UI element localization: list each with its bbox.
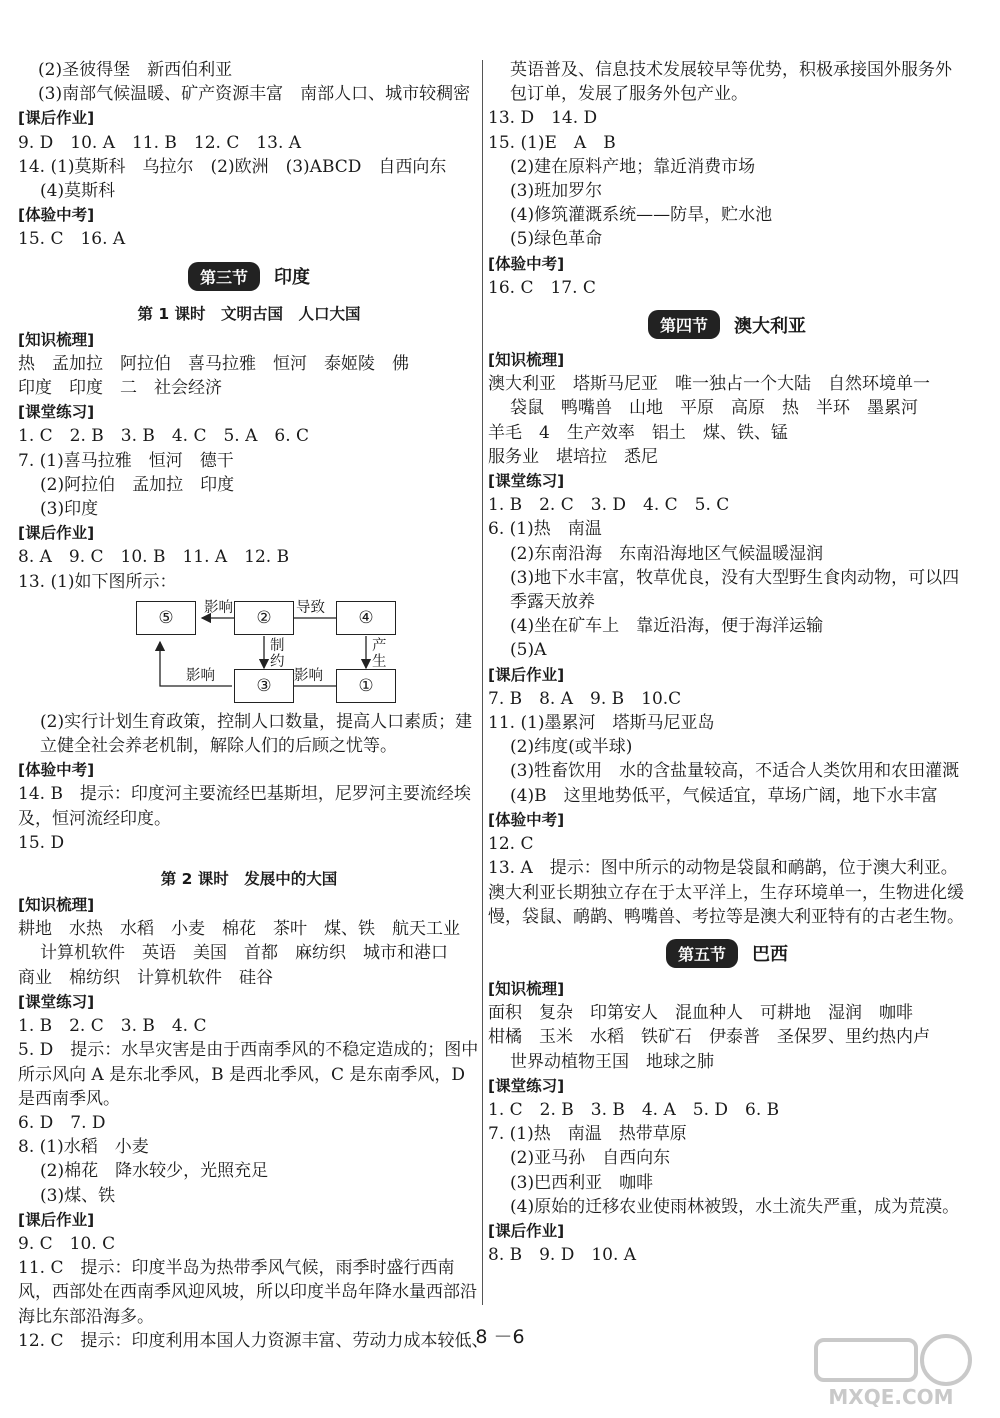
section-tag: [知识梳理]	[18, 330, 95, 349]
lesson-title: 第 2 课时 发展中的大国	[160, 870, 338, 889]
answer-line: (4)坐在矿车上 靠近沿海，便于海洋运输	[510, 616, 824, 637]
answer-paragraph: 14. B 提示：印度河主要流经巴基斯坦，尼罗河主要流经埃及，恒河流经印度。	[18, 784, 471, 829]
answer-line: 15. (1)E A B	[488, 132, 616, 153]
answer-line: 7. (1)热 南温 热带草原	[488, 1124, 687, 1145]
section-title: 印度	[274, 267, 310, 289]
section-tag: [课后作业]	[488, 665, 565, 684]
section-tag: [体验中考]	[488, 810, 565, 829]
section-title: 澳大利亚	[734, 315, 806, 337]
answer-line: (2)东南沿海 东南沿海地区气候温暖湿润	[510, 543, 824, 564]
answer-line: 6. (1)热 南温	[488, 519, 602, 540]
section-badge: 第四节	[648, 310, 720, 339]
answer-line: 热 孟加拉 阿拉伯 喜马拉雅 恒河 泰姬陵 佛	[18, 353, 409, 374]
section-tag: [知识梳理]	[18, 896, 95, 915]
answer-line: 印度 印度 二 社会经济	[18, 378, 222, 399]
answer-paragraph: (3)牲畜饮用 水的含盐量较高，不适合人类饮用和农田灌溉	[510, 761, 960, 782]
answer-line: (2)棉花 降水较少，光照充足	[40, 1161, 269, 1182]
diagram-label: 影响	[294, 667, 323, 684]
answer-paragraph: (3)地下水丰富，牧草优良，没有大型野生食肉动物，可以四季露天放养	[510, 567, 960, 613]
answer-line: 16. C 17. C	[488, 277, 596, 298]
answer-line: 9. D 10. A 11. B 12. C 13. A	[18, 132, 302, 153]
lesson-title: 第 1 课时 文明古国 人口大国	[137, 304, 361, 323]
answer-line: (2)圣彼得堡 新西伯利亚	[38, 60, 233, 80]
answer-line: 7. B 8. A 9. B 10.C	[488, 688, 682, 709]
diagram-box-1: ①	[336, 669, 396, 703]
answer-paragraph: 5. D 提示：水旱灾害是由于西南季风的不稳定造成的；图中所示风向 A 是东北季风，B 是西北季风，C 是东南季风，D 是西南季风。	[18, 1040, 479, 1109]
answer-line: 面积 复杂 印第安人 混血种人 可耕地 湿润 咖啡	[488, 1003, 913, 1024]
section-tag: [课后作业]	[488, 1221, 565, 1240]
answer-line: (4)莫斯科	[40, 181, 116, 202]
answer-line: 14. (1)莫斯科 乌拉尔 (2)欧洲 (3)ABCD 自西向东	[18, 156, 447, 177]
answer-line: 1. B 2. C 3. B 4. C	[18, 1016, 207, 1037]
diagram-label: 产生	[372, 637, 387, 670]
section-tag: [知识梳理]	[488, 351, 565, 370]
answer-paragraph: 13. A 提示：图中所示的动物是袋鼠和鸸鹋，位于澳大利亚。澳大利亚长期独立存在于太平洋上，生存环境单一，生物进化缓慢，袋鼠、鸸鹋、鸭嘴兽、考拉等是澳大利亚特有的古老生物。	[488, 858, 964, 927]
diagram-box-3: ③	[234, 669, 294, 703]
answer-line: 商业 棉纺织 计算机软件 硅谷	[18, 967, 273, 988]
answer-line: 12. C	[488, 834, 534, 855]
answer-line: 袋鼠 鸭嘴兽 山地 平原 高原 热 半环 墨累河	[510, 398, 918, 419]
answer-line: (5)绿色革命	[510, 229, 603, 250]
answer-line: 8. (1)水稻 小麦	[18, 1137, 149, 1158]
answer-line: (3)班加罗尔	[510, 181, 603, 202]
answer-line: (4)原始的迁移农业使雨林被毁，水土流失严重，成为荒漠。	[510, 1196, 960, 1217]
section-tag: [体验中考]	[488, 254, 565, 273]
answer-line: (5)A	[510, 640, 547, 661]
answer-line: (3)印度	[40, 499, 99, 520]
answer-line: (3)巴西利亚 咖啡	[510, 1172, 654, 1193]
population-flow-diagram	[18, 598, 458, 708]
answer-line: 1. C 2. B 3. B 4. C 5. A 6. C	[18, 426, 310, 447]
answer-line: (2)纬度(或半球)	[510, 737, 633, 758]
section-tag: [课后作业]	[18, 1210, 95, 1229]
answer-line: 13. D 14. D	[488, 108, 598, 129]
section-tag: [体验中考]	[18, 761, 95, 780]
answer-line: 15. D	[18, 832, 65, 853]
section-tag: [体验中考]	[18, 206, 95, 225]
answer-line: 9. C 10. C	[18, 1233, 116, 1254]
section-tag: [知识梳理]	[488, 979, 565, 998]
answer-paragraph: 英语普及、信息技术发展较早等优势，积极承接国外服务外包订单，发展了服务外包产业。	[510, 60, 952, 105]
diagram-label: 制约	[270, 637, 285, 670]
diagram-label: 影响	[204, 599, 233, 616]
left-column	[18, 58, 489, 1353]
diagram-label: 导致	[296, 599, 325, 616]
answer-line: 世界动植物王国 地球之肺	[510, 1051, 714, 1072]
answer-line: 羊毛 4 生产效率 铝土 煤、铁、锰	[488, 422, 788, 443]
answer-line: 11. (1)墨累河 塔斯马尼亚岛	[488, 713, 715, 734]
answer-line: (3)南部气候温暖、矿产资源丰富 南部人口、城市较稠密	[38, 84, 471, 105]
section-tag: [课堂练习]	[488, 1076, 565, 1095]
section-tag: [课堂练习]	[18, 992, 95, 1011]
section-tag: [课堂练习]	[488, 472, 565, 491]
watermark-logo	[796, 1330, 986, 1410]
section-heading	[488, 310, 966, 340]
diagram-box-4: ④	[336, 601, 396, 635]
section-heading	[18, 262, 480, 292]
answer-line: 7. (1)喜马拉雅 恒河 德干	[18, 450, 234, 471]
section-badge: 第五节	[666, 939, 738, 968]
section-heading	[488, 939, 966, 969]
answer-line: (4)B 这里地势低平，气候适宜，草场广阔，地下水丰富	[510, 785, 938, 806]
answer-paragraph: 11. C 提示：印度半岛为热带季风气候，雨季时盛行西南风，西部处在西南季风迎风坡，所以印度半岛年降水量西部沿海比东部沿海多。	[18, 1258, 477, 1327]
answer-line: 1. B 2. C 3. D 4. C 5. C	[488, 495, 730, 516]
section-title: 巴西	[752, 944, 788, 966]
answer-line: (2)建在原料产地；靠近消费市场	[510, 156, 756, 177]
answer-line: 柑橘 玉米 水稻 铁矿石 伊泰普 圣保罗、里约热内卢	[488, 1027, 930, 1048]
answer-line: (3)煤、铁	[40, 1185, 116, 1206]
diagram-box-2: ②	[234, 601, 294, 635]
answer-line: 计算机软件 英语 美国 首都 麻纺织 城市和港口	[40, 943, 448, 964]
answer-line: 12. C 提示：印度利用本国人力资源丰富、劳动力成本较低、	[18, 1330, 489, 1351]
answer-line: 服务业 堪培拉 悉尼	[488, 446, 658, 467]
answer-paragraph: (2)实行计划生育政策，控制人口数量，提高人口素质；建立健全社会养老机制，解除人们的后顾之忧等。	[40, 711, 473, 757]
page-number: 8 －6	[475, 1326, 525, 1348]
answer-line: 8. A 9. C 10. B 11. A 12. B	[18, 547, 290, 568]
section-tag: [课堂练习]	[18, 403, 95, 422]
watermark-text: MXQE.COM	[828, 1385, 954, 1409]
answer-line: (4)修筑灌溉系统——防旱，贮水池	[510, 205, 773, 226]
answer-line: (2)亚马孙 自西向东	[510, 1148, 671, 1169]
right-column	[488, 58, 966, 1267]
column-divider	[482, 60, 483, 1305]
section-tag: [课后作业]	[18, 524, 95, 543]
section-tag: [课后作业]	[18, 109, 95, 128]
answer-line: 1. C 2. B 3. B 4. A 5. D 6. B	[488, 1099, 780, 1120]
answer-line: 8. B 9. D 10. A	[488, 1245, 637, 1266]
diagram-box-5: ⑤	[136, 601, 196, 635]
answer-line: 13. (1)如下图所示：	[18, 571, 177, 592]
answer-line: 澳大利亚 塔斯马尼亚 唯一独占一个大陆 自然环境单一	[488, 374, 930, 395]
answer-line: 15. C 16. A	[18, 229, 126, 250]
answer-line: 耕地 水热 水稻 小麦 棉花 茶叶 煤、铁 航天工业	[18, 919, 460, 940]
answer-line: 6. D 7. D	[18, 1112, 106, 1133]
answer-line: (2)阿拉伯 孟加拉 印度	[40, 474, 235, 495]
section-badge: 第三节	[188, 262, 260, 291]
diagram-label: 影响	[186, 667, 215, 684]
